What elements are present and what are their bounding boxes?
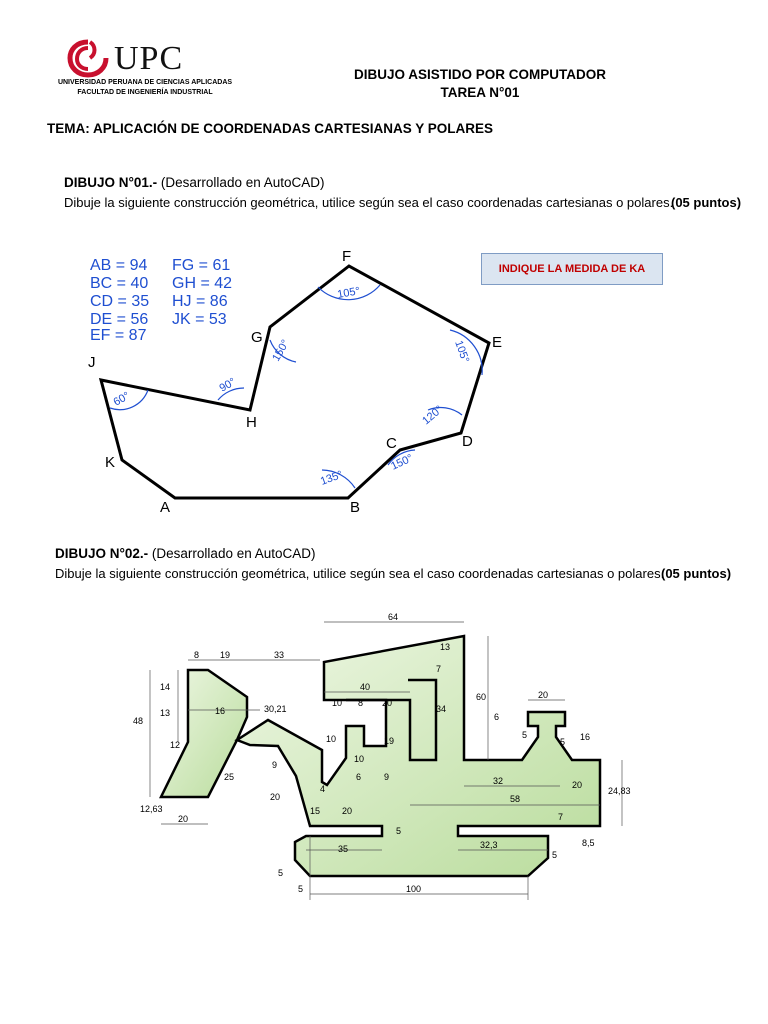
- upc-logo-icon: [64, 38, 112, 78]
- dim-32: 32: [493, 776, 504, 786]
- dim-7b: 7: [558, 812, 564, 822]
- vertex-k: K: [105, 454, 116, 471]
- dim-20e: 20: [572, 780, 583, 790]
- dim-13b: 13: [160, 708, 171, 718]
- vertex-c: C: [386, 435, 397, 452]
- measure-hj: HJ = 86: [172, 293, 228, 310]
- dim-33: 33: [274, 650, 285, 660]
- exercise1-title: [64, 175, 325, 190]
- dim-58: 58: [510, 794, 521, 804]
- dim-5e: 5: [278, 868, 284, 878]
- exercise1-label: DIBUJO N°01.-: [64, 175, 158, 190]
- dim-6b: 6: [356, 772, 362, 782]
- exercise2-sub: (Desarrollado en AutoCAD): [148, 546, 316, 561]
- dim-40: 40: [360, 682, 371, 692]
- dim-8b: 8: [358, 698, 364, 708]
- dim-34: 34: [436, 704, 447, 714]
- polygon-outline: [101, 266, 489, 498]
- dim-1263: 12,63: [140, 804, 163, 814]
- dim-7a: 7: [436, 664, 442, 674]
- dim-9a: 9: [272, 760, 278, 770]
- vertex-d: D: [462, 433, 473, 450]
- dim-19b: 19: [384, 736, 395, 746]
- dim-10b: 10: [326, 734, 337, 744]
- vertex-b: B: [350, 499, 361, 516]
- dim-5b: 5: [560, 737, 566, 747]
- vertex-e: E: [492, 334, 503, 351]
- dim-25: 25: [224, 772, 235, 782]
- dim-6a: 6: [494, 712, 500, 722]
- dim-85: 8,5: [582, 838, 595, 848]
- drawing2-figure: [0, 600, 768, 920]
- angle-h: 90°: [217, 375, 238, 395]
- angle-d: 120°: [420, 403, 446, 428]
- dim-20b: 20: [538, 690, 549, 700]
- dim-48: 48: [133, 716, 144, 726]
- dim-60: 60: [476, 692, 487, 702]
- exercise2-title: [55, 546, 316, 561]
- exercise2-description: Dibuje la siguiente construcción geométrica, utilice según sea el caso coordenadas cartesianas o polares.: [55, 566, 665, 581]
- course-name: DIBUJO ASISTIDO POR COMPUTADOR: [353, 67, 606, 82]
- exercise1-description-line: [64, 195, 673, 210]
- dim-20a: 20: [382, 698, 393, 708]
- dim-20c: 20: [178, 814, 189, 824]
- dim-3021: 30,21: [264, 704, 287, 714]
- measure-ef: EF = 87: [90, 327, 147, 344]
- angle-b: 135°: [318, 468, 345, 488]
- exercise1-description: Dibuje la siguiente construcción geométrica, utilice según sea el caso coordenadas cartesianas o polares.: [64, 195, 674, 210]
- vertex-h: H: [246, 414, 257, 431]
- exercise1-points: (05 puntos): [671, 195, 742, 210]
- dim-20d: 20: [270, 792, 281, 802]
- dim-15: 15: [310, 806, 321, 816]
- dim-35: 35: [338, 844, 349, 854]
- main-profile: [237, 636, 600, 876]
- measure-de: DE = 56: [90, 311, 149, 328]
- exercise1-sub: (Desarrollado en AutoCAD): [157, 175, 325, 190]
- exercise2-points: (05 puntos): [661, 566, 732, 581]
- dim-14: 14: [160, 682, 171, 692]
- dim-8: 8: [194, 650, 200, 660]
- dim-5d: 5: [552, 850, 558, 860]
- dim-13a: 13: [440, 642, 451, 652]
- dim-5c: 5: [396, 826, 402, 836]
- measure-cd: CD = 35: [90, 293, 150, 310]
- dim-10c: 10: [354, 754, 365, 764]
- measure-fg: FG = 61: [172, 257, 231, 274]
- university-name: UNIVERSIDAD PERUANA DE CIENCIAS APLICADAS: [57, 79, 233, 86]
- dim-2483: 24,83: [608, 786, 631, 796]
- measure-ab: AB = 94: [90, 257, 148, 274]
- angle-f: 105°: [336, 285, 361, 301]
- angle-j: 60°: [111, 389, 132, 409]
- dim-10a: 10: [332, 698, 343, 708]
- dim-5f: 5: [298, 884, 304, 894]
- dim-19: 19: [220, 650, 231, 660]
- measure-jk: JK = 53: [172, 311, 227, 328]
- measure-gh: GH = 42: [172, 275, 233, 292]
- wedge-part: [161, 670, 247, 797]
- dim-16a: 16: [215, 706, 226, 716]
- dim-20f: 20: [342, 806, 353, 816]
- measure-ka-note: INDIQUE LA MEDIDA DE KA: [481, 253, 663, 285]
- exercise2-description-line: [55, 566, 664, 581]
- course-heading: [330, 66, 630, 102]
- dim-323: 32,3: [480, 840, 498, 850]
- faculty-name: FACULTAD DE INGENIERÍA INDUSTRIAL: [77, 89, 213, 96]
- logo-text: UPC: [114, 40, 184, 77]
- task-number: TAREA N°01: [440, 85, 520, 100]
- dim-4: 4: [320, 784, 326, 794]
- topic-title: TEMA: APLICACIÓN DE COORDENADAS CARTESIANAS Y POLARES: [47, 121, 494, 136]
- vertex-j: J: [88, 354, 96, 371]
- exercise2-label: DIBUJO N°02.-: [55, 546, 149, 561]
- angle-c: 150°: [389, 452, 415, 473]
- dim-12: 12: [170, 740, 181, 750]
- angle-g: 150°: [270, 337, 292, 364]
- dim-5a: 5: [522, 730, 528, 740]
- vertex-f: F: [342, 248, 352, 265]
- dim-100: 100: [406, 884, 422, 894]
- angle-e: 105°: [452, 338, 472, 365]
- vertex-a: A: [160, 499, 171, 516]
- dim-16b: 16: [580, 732, 591, 742]
- drawing1-figure: [0, 230, 768, 520]
- dim-9b: 9: [384, 772, 390, 782]
- vertex-g: G: [251, 329, 263, 346]
- dim-64: 64: [388, 612, 399, 622]
- measure-bc: BC = 40: [90, 275, 149, 292]
